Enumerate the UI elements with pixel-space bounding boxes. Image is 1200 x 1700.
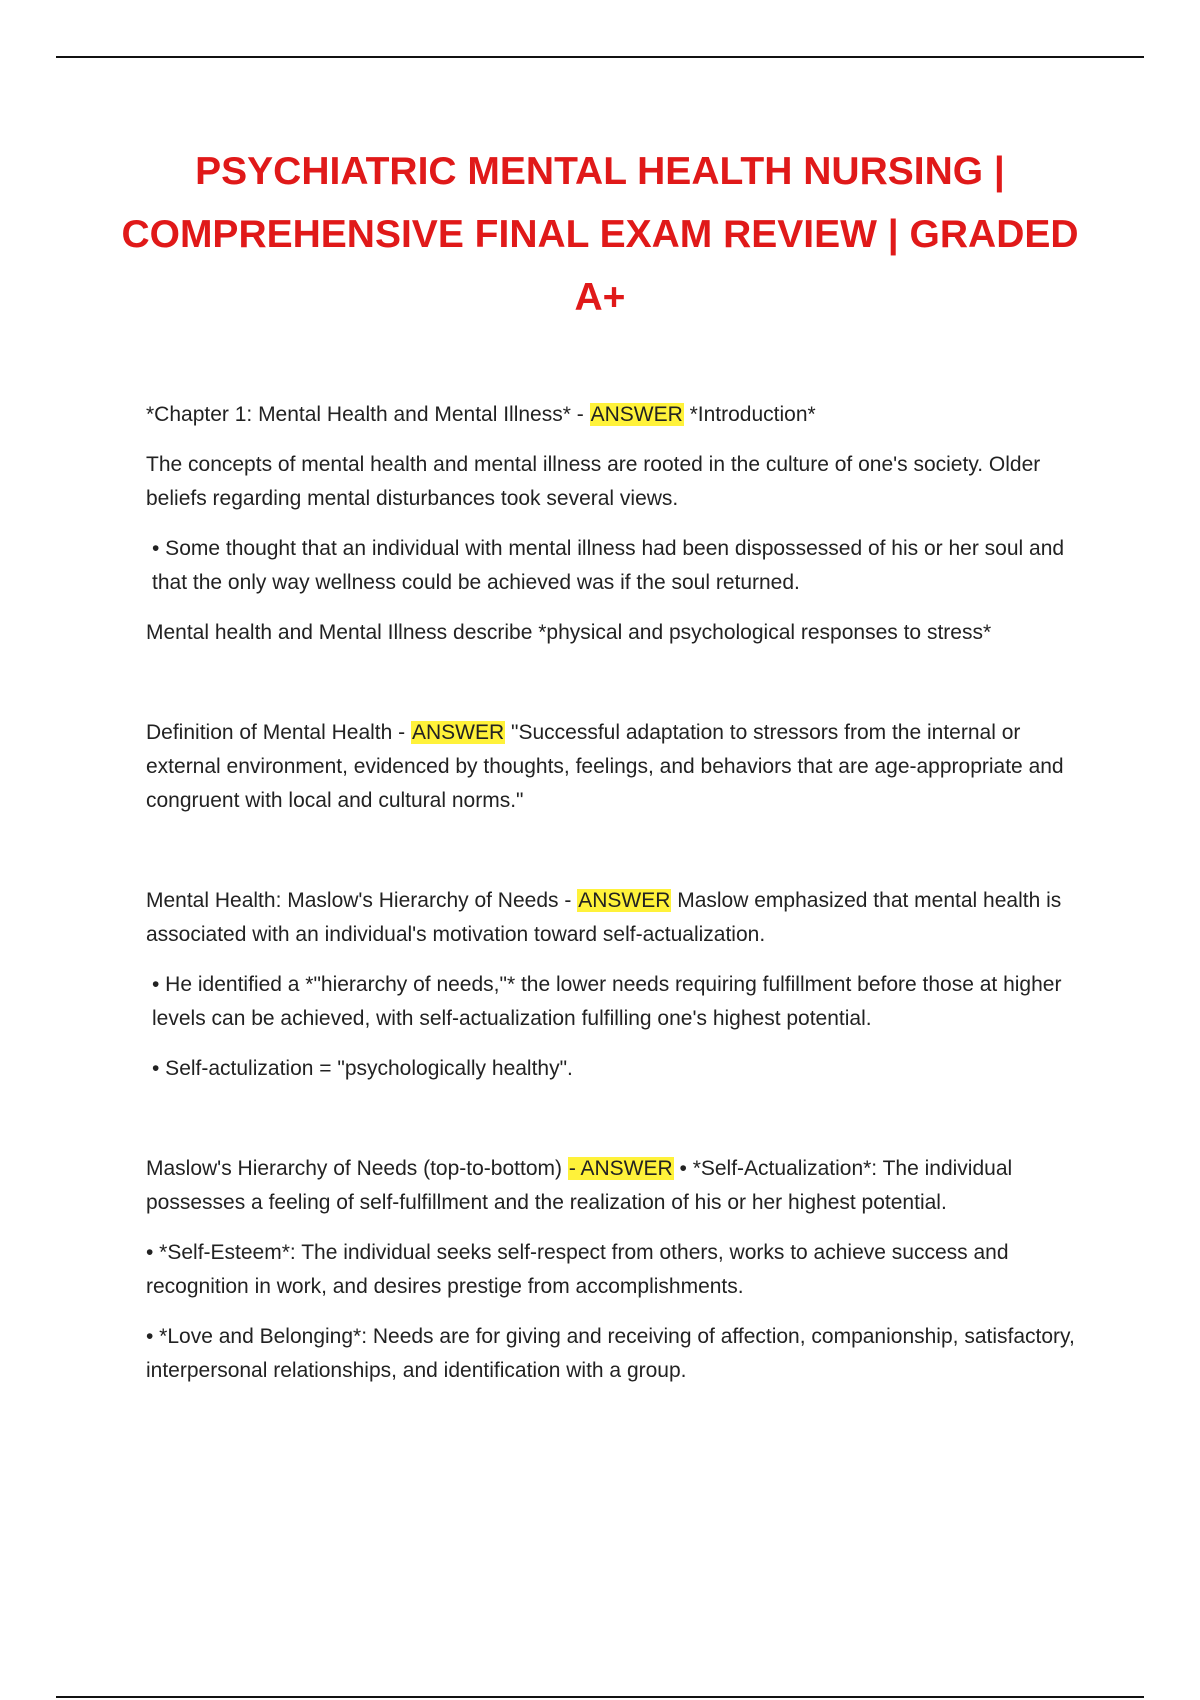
document-title: [100, 140, 1100, 329]
bullet-paragraph: • *Self-Esteem*: The individual seeks self-respect from others, works to achieve success and recognition in work, and desires prestige from accomplishments.: [146, 1241, 1009, 1298]
question-text: Definition of Mental Health -: [146, 721, 406, 744]
bullet-paragraph: • He identified a *"hierarchy of needs,"* the lower needs requiring fulfillment before those at higher levels can be achieved, with self-actualization fulfilling one's highest potential.: [152, 973, 1062, 1030]
answer-text: "Successful adaptation to stressors from the internal or external environment, evidenced by thoughts, feelings, and behaviors that are age-appropriate and congruent with local and cultural norms.": [146, 721, 1064, 812]
title-line: A+: [574, 276, 626, 319]
answer-text: *Introduction*: [689, 403, 816, 426]
question-text: Mental Health: Maslow's Hierarchy of Needs -: [146, 889, 572, 912]
paragraph: Mental health and Mental Illness describe *physical and psychological responses to stress*: [146, 621, 992, 644]
bullet-paragraph: • Some thought that an individual with mental illness had been dispossessed of his or her soul and that the only way wellness could be achieved was if the soul returned.: [152, 537, 1065, 594]
section-gap: [146, 666, 1086, 716]
answer-highlight: - ANSWER: [568, 1157, 673, 1180]
bottom-rule: [56, 1696, 1144, 1698]
qa-heading: [146, 1152, 1086, 1220]
answer-highlight: ANSWER: [578, 889, 671, 912]
answer-text: • *Self-Actualization*: The individual possesses a feeling of self-fulfillment and the realization of his or her highest potential.: [146, 1157, 1013, 1214]
qa-heading: [146, 398, 1086, 432]
title-line: COMPREHENSIVE FINAL EXAM REVIEW | GRADED: [121, 213, 1079, 256]
bullet-paragraph: • Self-actulization = "psychologically healthy".: [152, 1057, 573, 1080]
top-rule: [56, 56, 1144, 58]
qa-heading: [146, 884, 1086, 952]
document-body: [146, 398, 1086, 1404]
title-line: PSYCHIATRIC MENTAL HEALTH NURSING |: [195, 150, 1005, 193]
question-text: *Chapter 1: Mental Health and Mental Illness* -: [146, 403, 584, 426]
section-gap: [146, 1102, 1086, 1152]
paragraph: The concepts of mental health and mental illness are rooted in the culture of one's society. Older beliefs regarding mental disturbances took several views.: [146, 453, 1041, 510]
bullet-paragraph: • *Love and Belonging*: Needs are for giving and receiving of affection, companionship, satisfactory, interpersonal relationships, and identification with a group.: [146, 1325, 1075, 1382]
answer-highlight: ANSWER: [590, 403, 683, 426]
answer-text: Maslow emphasized that mental health is associated with an individual's motivation toward self-actualization.: [146, 889, 1062, 946]
answer-highlight: ANSWER: [411, 721, 505, 744]
qa-heading: [146, 716, 1086, 818]
section-gap: [146, 834, 1086, 884]
question-text: Maslow's Hierarchy of Needs (top-to-bottom): [146, 1157, 562, 1180]
